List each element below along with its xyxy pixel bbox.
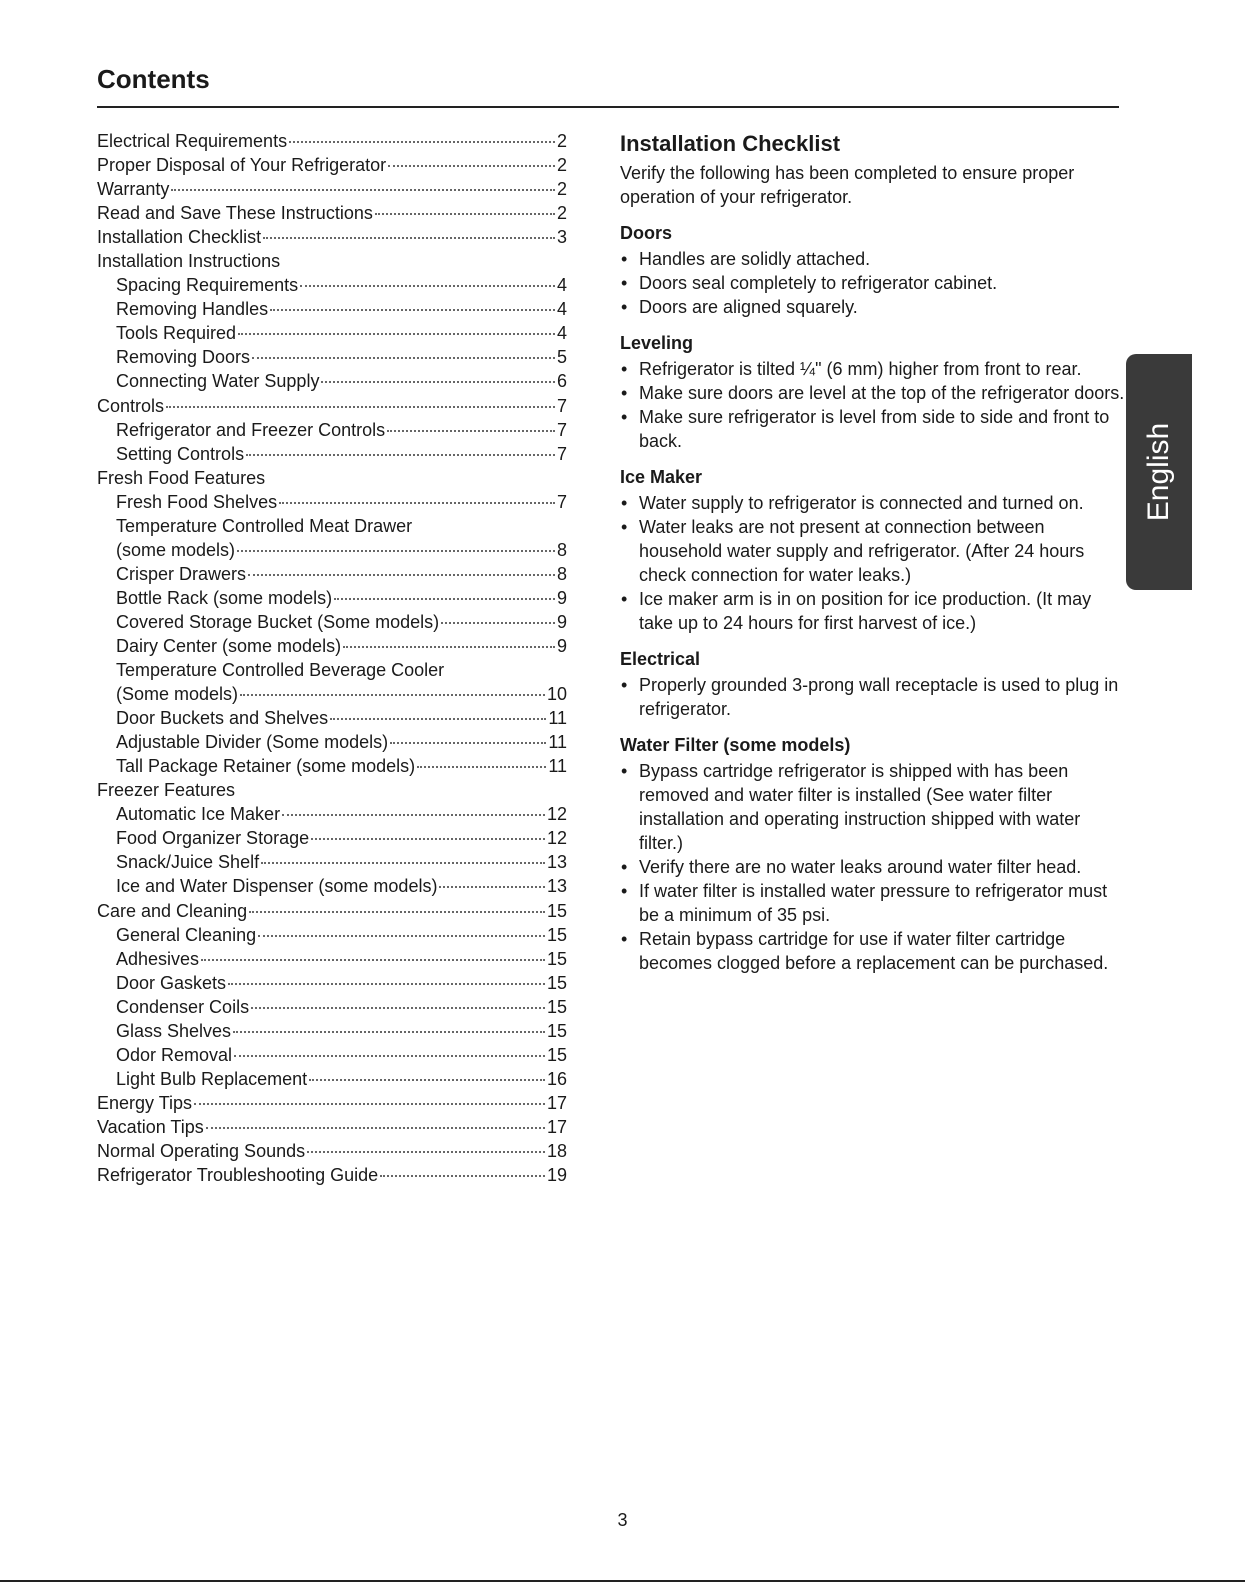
toc-entry-title: Tools Required <box>116 323 237 344</box>
toc-entry <box>97 850 567 874</box>
toc-dot-leader <box>233 1031 545 1033</box>
toc-dot-leader <box>300 285 555 287</box>
toc-entry <box>97 802 567 826</box>
toc-dot-leader <box>270 309 555 311</box>
toc-dot-leader <box>238 333 555 335</box>
toc-entry <box>97 634 567 658</box>
checklist-item: • Retain bypass cartridge for use if water filter cartridge becomes clogged before a replacement can be purchased. <box>620 927 1125 975</box>
toc-dot-leader <box>334 598 555 600</box>
toc-entry <box>97 1163 567 1187</box>
toc-entry <box>97 1139 567 1163</box>
toc-dot-leader <box>311 838 545 840</box>
toc-entry-title: (some models) <box>116 539 236 560</box>
toc-dot-leader <box>375 213 555 215</box>
toc-entry-page: 19 <box>546 1165 567 1186</box>
toc-entry-title: Dairy Center (some models) <box>116 635 342 656</box>
installation-checklist <box>620 131 1125 975</box>
checklist-section-heading: Electrical <box>620 649 701 669</box>
toc-entry-title: Door Buckets and Shelves <box>116 708 329 729</box>
toc-entry-title: Installation Checklist <box>97 227 262 248</box>
toc-entry <box>97 1115 567 1139</box>
toc-entry-page: 8 <box>556 539 567 560</box>
toc-entry-page: 13 <box>546 876 567 897</box>
toc-entry <box>97 249 567 273</box>
checklist-item: • Water supply to refrigerator is connected and turned on. <box>620 491 1125 515</box>
toc-entry <box>97 706 567 730</box>
checklist-section-heading: Water Filter (some models) <box>620 735 851 755</box>
toc-dot-leader <box>237 550 555 552</box>
toc-entry <box>97 778 567 802</box>
toc-entry-title: Read and Save These Instructions <box>97 203 373 224</box>
toc-dot-leader <box>417 766 546 768</box>
toc-entry-title: Door Gaskets <box>116 972 227 993</box>
checklist-item-list <box>620 673 1125 721</box>
toc-entry-page: 4 <box>556 299 567 320</box>
toc-entry <box>97 586 567 610</box>
toc-entry-page: 17 <box>546 1116 567 1137</box>
toc-entry-title: Odor Removal <box>116 1044 233 1065</box>
toc-entry <box>97 273 567 297</box>
toc-entry <box>97 754 567 778</box>
toc-entry <box>97 369 567 393</box>
toc-entry-page: 8 <box>556 563 567 584</box>
toc-entry-title: Freezer Features <box>97 780 236 801</box>
toc-entry-title: Temperature Controlled Meat Drawer <box>116 515 413 536</box>
checklist-item: • If water filter is installed water pressure to refrigerator must be a minimum of 35 psi. <box>620 879 1125 927</box>
toc-entry-title: Warranty <box>97 179 170 200</box>
toc-dot-leader <box>261 862 545 864</box>
toc-entry-page: 4 <box>556 275 567 296</box>
toc-entry-title: Light Bulb Replacement <box>116 1068 308 1089</box>
toc-entry-title: Fresh Food Shelves <box>116 491 278 512</box>
toc-entry-title: Temperature Controlled Beverage Cooler <box>116 660 445 681</box>
checklist-section-heading: Ice Maker <box>620 467 703 487</box>
toc-entry <box>97 899 567 923</box>
toc-entry-page: 17 <box>546 1092 567 1113</box>
bottom-divider <box>0 1580 1245 1582</box>
toc-entry-page: 15 <box>546 924 567 945</box>
toc-entry-page: 6 <box>556 371 567 392</box>
checklist-item: • Refrigerator is tilted ¼" (6 mm) higher from front to rear. <box>620 357 1125 381</box>
toc-entry-page: 15 <box>546 1044 567 1065</box>
checklist-item-list <box>620 247 1125 319</box>
toc-dot-leader <box>390 742 546 744</box>
toc-entry-page: 9 <box>556 611 567 632</box>
toc-entry <box>97 201 567 225</box>
toc-entry <box>97 129 567 153</box>
toc-entry <box>97 345 567 369</box>
toc-dot-leader <box>343 646 555 648</box>
toc-entry <box>97 177 567 201</box>
checklist-item: • Ice maker arm is in on position for ice production. (It may take up to 24 hours for first harvest of ice.) <box>620 587 1125 635</box>
toc-entry-title: Proper Disposal of Your Refrigerator <box>97 155 387 176</box>
toc-entry-title: Fresh Food Features <box>97 467 266 488</box>
toc-entry-page: 12 <box>546 804 567 825</box>
toc-dot-leader <box>441 622 555 624</box>
checklist-section-heading: Leveling <box>620 333 694 353</box>
side-tab-label: English <box>1142 422 1175 522</box>
toc-entry-page: 7 <box>556 419 567 440</box>
toc-entry <box>97 418 567 442</box>
toc-entry-page: 9 <box>556 635 567 656</box>
toc-entry-page: 15 <box>546 972 567 993</box>
toc-entry-page: 2 <box>556 179 567 200</box>
toc-entry-page: 11 <box>548 732 567 753</box>
toc-entry <box>97 562 567 586</box>
toc-entry-page: 15 <box>546 948 567 969</box>
toc-dot-leader <box>246 454 555 456</box>
toc-entry-page: 15 <box>546 900 567 921</box>
toc-dot-leader <box>240 694 545 696</box>
checklist-item: • Doors are aligned squarely. <box>620 295 1125 319</box>
toc-entry-page: 16 <box>546 1068 567 1089</box>
toc-entry <box>97 995 567 1019</box>
toc-entry <box>97 1067 567 1091</box>
toc-entry-title: Tall Package Retainer (some models) <box>116 756 416 777</box>
toc-entry-title: Electrical Requirements <box>97 131 288 151</box>
checklist-item-list <box>620 759 1125 975</box>
toc-entry <box>97 442 567 466</box>
toc-dot-leader <box>248 574 555 576</box>
toc-entry <box>97 1043 567 1067</box>
toc-entry <box>97 153 567 177</box>
toc-entry <box>97 514 567 538</box>
toc-entry <box>97 466 567 490</box>
toc-entry-title: Glass Shelves <box>116 1020 232 1041</box>
toc-dot-leader <box>171 189 555 191</box>
toc-dot-leader <box>251 1007 545 1009</box>
toc-entry-title: Connecting Water Supply <box>116 371 320 392</box>
title-divider <box>97 106 1119 108</box>
toc-dot-leader <box>309 1079 545 1081</box>
toc-dot-leader <box>439 886 545 888</box>
toc-entry <box>97 538 567 562</box>
checklist-title: Installation Checklist <box>620 131 841 156</box>
toc-dot-leader <box>307 1151 545 1153</box>
toc-dot-leader <box>166 406 555 408</box>
toc-entry-title: Automatic Ice Maker <box>116 804 281 825</box>
toc-entry <box>97 947 567 971</box>
toc-dot-leader <box>206 1127 545 1129</box>
language-side-tab <box>1126 354 1192 590</box>
toc-entry-title: Adhesives <box>116 948 200 969</box>
toc-entry-title: Bottle Rack (some models) <box>116 587 333 608</box>
toc-entry-title: Removing Doors <box>116 347 251 368</box>
toc-entry-page: 11 <box>548 756 567 777</box>
toc-entry <box>97 730 567 754</box>
toc-entry-title: Setting Controls <box>116 443 245 464</box>
toc-dot-leader <box>234 1055 545 1057</box>
toc-entry-page: 2 <box>556 155 567 176</box>
toc-dot-leader <box>252 357 555 359</box>
checklist-item: • Verify there are no water leaks around water filter head. <box>620 855 1125 879</box>
checklist-item: • Handles are solidly attached. <box>620 247 1125 271</box>
toc-entry-title: Food Organizer Storage <box>116 828 310 849</box>
checklist-intro: Verify the following has been completed to ensure proper operation of your refrigerator. <box>620 163 1075 207</box>
toc-entry-title: Ice and Water Dispenser (some models) <box>116 876 438 897</box>
toc-entry-page: 12 <box>546 828 567 849</box>
toc-dot-leader <box>289 141 555 143</box>
toc-entry-title: Condenser Coils <box>116 996 250 1017</box>
toc-dot-leader <box>279 502 555 504</box>
toc-dot-leader <box>194 1103 545 1105</box>
toc-entry-title: Vacation Tips <box>97 1116 204 1137</box>
toc-dot-leader <box>388 165 555 167</box>
toc-entry <box>97 874 567 898</box>
toc-dot-leader <box>258 935 545 937</box>
toc-dot-leader <box>249 911 545 913</box>
toc-entry-page: 3 <box>556 227 567 248</box>
checklist-item: • Make sure refrigerator is level from side to side and front to back. <box>620 405 1125 453</box>
toc-entry-page: 9 <box>556 587 567 608</box>
toc-entry <box>97 1019 567 1043</box>
toc-entry-page: 11 <box>548 708 567 729</box>
checklist-section-heading: Doors <box>620 223 673 243</box>
toc-entry <box>97 923 567 947</box>
checklist-item: • Properly grounded 3-prong wall receptacle is used to plug in refrigerator. <box>620 673 1125 721</box>
toc-entry <box>97 297 567 321</box>
toc-dot-leader <box>201 959 545 961</box>
toc-entry-page: 7 <box>556 443 567 464</box>
toc-entry-title: (Some models) <box>116 684 239 705</box>
toc-entry <box>97 321 567 345</box>
toc-entry <box>97 658 567 682</box>
checklist-item: • Bypass cartridge refrigerator is shipped with has been removed and water filter is installed (See water filter installation and operating instruction shipped with water filter.) <box>620 759 1125 855</box>
toc-dot-leader <box>387 430 555 432</box>
toc-dot-leader <box>321 381 555 383</box>
toc-entry-title: Installation Instructions <box>97 251 281 272</box>
toc-dot-leader <box>263 237 555 239</box>
toc-dot-leader <box>228 983 545 985</box>
toc-entry-title: Adjustable Divider (Some models) <box>116 732 389 753</box>
toc-entry <box>97 1091 567 1115</box>
toc-dot-leader <box>380 1175 545 1177</box>
toc-entry-title: Snack/Juice Shelf <box>116 852 260 873</box>
checklist-item-list <box>620 357 1125 453</box>
toc-entry-page: 2 <box>556 131 567 151</box>
toc-entry <box>97 971 567 995</box>
toc-entry-page: 7 <box>556 491 567 512</box>
toc-entry-page: 15 <box>546 996 567 1017</box>
toc-entry-page: 10 <box>546 684 567 705</box>
toc-entry-title: Controls <box>97 395 165 416</box>
checklist-item: • Doors seal completely to refrigerator cabinet. <box>620 271 1125 295</box>
checklist-item-list <box>620 491 1125 635</box>
table-of-contents <box>97 129 567 1187</box>
toc-entry-title: Crisper Drawers <box>116 563 247 584</box>
toc-entry-page: 4 <box>556 323 567 344</box>
toc-entry <box>97 826 567 850</box>
toc-entry-title: Spacing Requirements <box>116 275 299 296</box>
toc-entry-title: Energy Tips <box>97 1092 193 1113</box>
toc-entry <box>97 682 567 706</box>
toc-entry-title: Refrigerator and Freezer Controls <box>116 419 386 440</box>
toc-entry <box>97 610 567 634</box>
toc-entry-title: Care and Cleaning <box>97 900 248 921</box>
checklist-item: • Make sure doors are level at the top of the refrigerator doors. <box>620 381 1125 405</box>
toc-entry-page: 13 <box>546 852 567 873</box>
toc-entry-page: 15 <box>546 1020 567 1041</box>
toc-entry-page: 2 <box>556 203 567 224</box>
toc-entry-title: General Cleaning <box>116 924 257 945</box>
toc-entry-title: Removing Handles <box>116 299 269 320</box>
toc-entry <box>97 225 567 249</box>
page-number: 3 <box>617 1510 628 1530</box>
checklist-item: • Water leaks are not present at connection between household water supply and refrigerator. (After 24 hours check connection for water leaks.) <box>620 515 1125 587</box>
toc-entry-page: 5 <box>556 347 567 368</box>
checklist-sections <box>620 221 1125 975</box>
page-title: Contents <box>97 64 210 94</box>
toc-entry-page: 18 <box>546 1140 567 1161</box>
toc-dot-leader <box>282 814 545 816</box>
toc-entry-title: Covered Storage Bucket (Some models) <box>116 611 440 632</box>
toc-entry <box>97 490 567 514</box>
toc-entry-title: Refrigerator Troubleshooting Guide <box>97 1165 379 1186</box>
toc-dot-leader <box>330 718 546 720</box>
toc-entry <box>97 394 567 418</box>
toc-entry-title: Normal Operating Sounds <box>97 1140 306 1161</box>
toc-entry-page: 7 <box>556 395 567 416</box>
